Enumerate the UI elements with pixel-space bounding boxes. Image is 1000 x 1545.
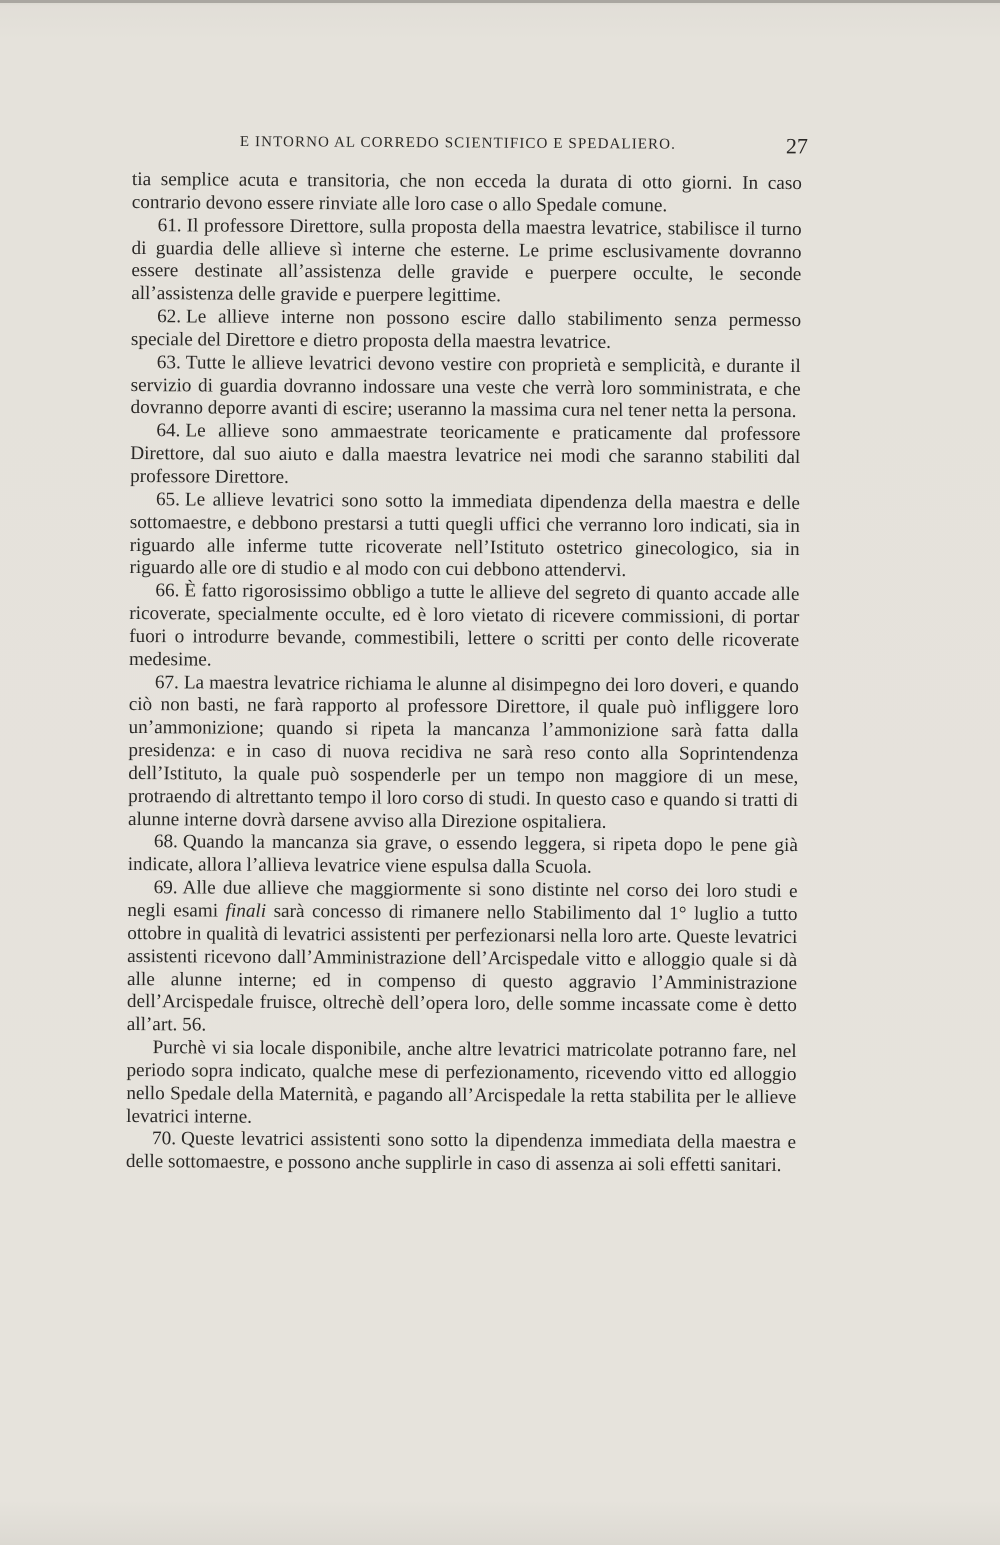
article-number: 62. bbox=[157, 306, 182, 328]
article-66 bbox=[129, 580, 800, 675]
article-text: La maestra levatrice richiama le alunne al disimpegno dei loro doveri, e quando ciò non basti, ne farà rapporto al professore Direttore, il quale può infliggere loro un’ammonizione; quando si ripeta la mancanza l’ammonizione sarà fatta dalla presidenza: e in caso di nuova recidiva ne sarà reso conto alla Soprintendenza dell’Istituto, la quale può sospenderle per un tempo non maggiore di un mese, protraendo di altrettanto tempo il loro corso di studi. In questo caso e quando si tratti di alunne interne dovrà darsene avviso alla Direzione ospitaliera. bbox=[127, 671, 799, 833]
paragraph-purche bbox=[126, 1037, 797, 1132]
page-number: 27 bbox=[785, 133, 809, 159]
paragraph-text: Purchè vi sia locale disponibile, anche altre levatrici matricolate potranno fare, nel periodo sopra indicato, qualche mese di perfezionamento, ricevendo vitto ed alloggio nello Spedale della Maternità, e pagando all’Arcispedale la retta stabilita per le allieve levatrici interne. bbox=[126, 1037, 797, 1128]
article-text: sarà concesso di rimanere nello Stabilimento dal 1° luglio a tutto ottobre in qualità di levatrici assistenti per perfezionarsi nella loro arte. Queste levatrici assistenti ricevono dall’Amministrazione dell’Arcispedale vitto e alloggio quale si dà alle alunne interne; ed in compenso di questo aggravio l’Amministrazione dell’Arcispedale fruisce, oltrechè dell’opera loro, delle somme incassate come è detto all’art. 56. bbox=[126, 900, 798, 1036]
article-63 bbox=[130, 352, 800, 425]
article-68 bbox=[128, 831, 798, 881]
article-69 bbox=[127, 877, 798, 1041]
article-number: 68. bbox=[153, 831, 178, 853]
article-number: 61. bbox=[157, 214, 182, 236]
article-number: 70. bbox=[152, 1128, 177, 1150]
article-67 bbox=[128, 672, 799, 836]
running-title: E INTORNO AL CORREDO SCIENTIFICO E SPEDALIERO. bbox=[239, 134, 677, 153]
article-text: Quando la mancanza sia grave, o essendo leggera, si ripeta dopo le pene già indicate, allora l’allieva levatrice viene espulsa dalla Scuola. bbox=[127, 831, 798, 879]
article-62 bbox=[131, 306, 801, 356]
article-text: Le allieve interne non possono escire dallo stabilimento senza permesso speciale del Direttore e dietro proposta della maestra levatrice. bbox=[130, 306, 802, 353]
article-text: Queste levatrici assistenti sono sotto la dipendenza immediata della maestra e delle sottomaestre, e possono anche supplirle in caso di assenza ai soli effetti sanitari. bbox=[125, 1128, 797, 1177]
article-text: Il professore Direttore, sulla proposta della maestra levatrice, stabilisce il turno di guardia delle allieve sì interne che esterne. Le prime esclusivamente dovranno essere destinate all’assistenza delle gravide e puerpere occulte, le seconde all’assistenza delle gravide e puerpere legittime. bbox=[131, 215, 802, 307]
article-number: 64. bbox=[156, 420, 181, 442]
paragraph-text: tia semplice acuta e transitoria, che non ecceda la durata di otto giorni. In caso contrario devono essere rinviate alle loro case o allo Spedale comune. bbox=[131, 169, 802, 217]
article-text: Le allieve levatrici sono sotto la immediata dipendenza della maestra e delle sottomaestre, e debbono prestarsi a tutti quegli uffici che verranno loro indicati, sia in riguardo alle inferme tutte ricoverate nell’Istituto ostetrico ginecologico, sia in riguardo alle ore di studio e al modo con cui debbono attendervi. bbox=[129, 489, 801, 582]
article-70 bbox=[126, 1128, 796, 1178]
article-61 bbox=[131, 215, 802, 310]
article-number: 63. bbox=[156, 351, 181, 374]
article-65 bbox=[129, 489, 800, 584]
article-number: 66. bbox=[155, 580, 180, 602]
article-number: 65. bbox=[155, 488, 181, 511]
article-number: 69. bbox=[153, 877, 178, 899]
article-text: Tutte le allieve levatrici devono vestire con proprietà e semplicità, e durante il servizio di guardia dovranno indossare una veste che verrà loro somministrata, e che dovranno deporre avanti di escire; useranno la massima cura nel tener netta la persona. bbox=[130, 352, 801, 423]
article-text: Alle due allieve che maggiormente si sono distinte nel corso dei loro studi e negli esami bbox=[127, 877, 798, 922]
article-number: 67. bbox=[154, 671, 179, 693]
running-head bbox=[240, 134, 808, 163]
paragraph-continuation bbox=[132, 169, 802, 219]
article-text: È fatto rigorosissimo obbligo a tutte le allieve del segreto di quanto accade alle ricoverate, specialmente occulte, ed è loro vietato di ricevere commissioni, di portar fuori o introdurre bevande, commestibili, lettere o scritti per conto delle ricoverate medesime. bbox=[128, 580, 800, 671]
page-top-edge bbox=[0, 0, 1000, 3]
article-text-italic: finali bbox=[225, 900, 267, 922]
article-text: Le allieve sono ammaestrate teoricamente e praticamente dal professore Direttore, dal suo aiuto e dalla maestra levatrice nei modi che saranno stabiliti dal professore Direttore. bbox=[130, 420, 801, 488]
text-block bbox=[126, 169, 802, 1178]
article-64 bbox=[130, 420, 800, 493]
